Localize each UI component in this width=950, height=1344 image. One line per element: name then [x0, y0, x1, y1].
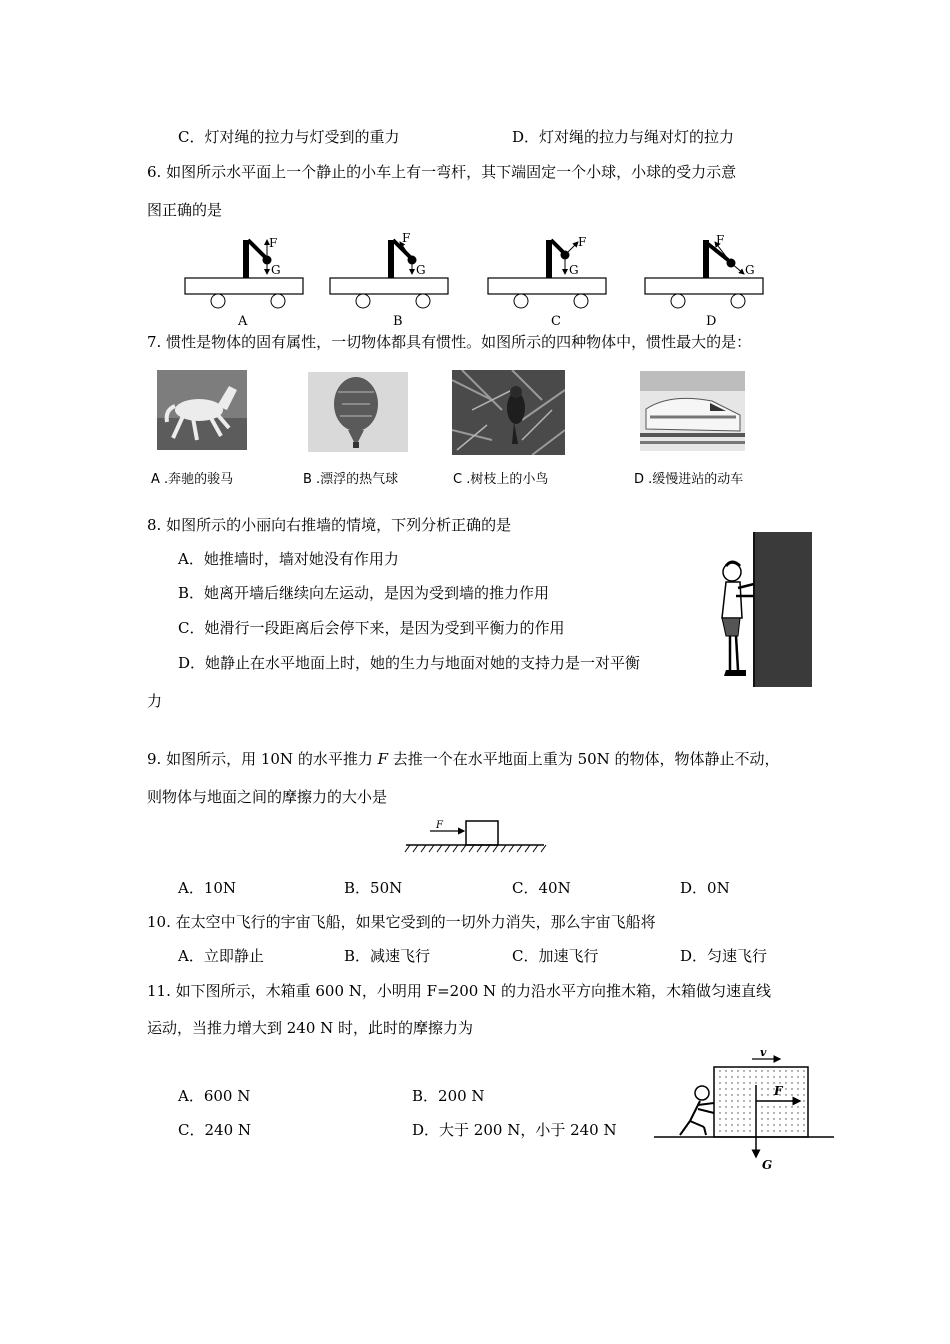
q11-option-c: C．240 N: [178, 1121, 252, 1139]
q9-option-c: C．40N: [512, 879, 571, 897]
girl-pushing-wall-figure: [716, 530, 816, 690]
q9-force-symbol: F: [377, 750, 389, 768]
q7-caption-a: A .奔驰的骏马: [151, 472, 234, 487]
q10-stem: 10. 在太空中飞行的宇宙飞船，如果它受到的一切外力消失，那么宇宙飞船将: [147, 913, 656, 931]
q10-option-a: A．立即静止: [178, 947, 264, 965]
q9-option-b: B．50N: [344, 879, 403, 897]
q7-caption-b: B .漂浮的热气球: [303, 472, 399, 487]
force-g-label: G: [416, 263, 426, 277]
q11-option-b: B．200 N: [412, 1087, 485, 1105]
q10-option-d: D．匀速飞行: [680, 947, 768, 965]
q11-stem-line1: 11. 如下图所示，木箱重 600 N，小明用 F=200 N 的力沿水平方向推木箱，木箱做匀速直线: [147, 982, 771, 1000]
horse-image: [157, 370, 247, 450]
q10-option-c: C．加速飞行: [512, 947, 599, 965]
q6-figure: [180, 230, 780, 330]
force-g-label: G: [271, 263, 281, 277]
force-g-label: G: [745, 263, 755, 277]
cart-b: [330, 231, 448, 329]
q9-text-b: 去推一个在水平地面上重为 50N 的物体，物体静止不动，: [388, 750, 780, 768]
q7-caption-c: C .树枝上的小鸟: [453, 472, 549, 487]
q8-option-d: D．她静止在水平地面上时，她的生力与地面对她的支持力是一对平衡: [178, 654, 641, 672]
q11-option-d: D．大于 200 N，小于 240 N: [412, 1121, 617, 1139]
q9-fig-force-label: F: [436, 820, 443, 831]
q11-stem-line2: 运动，当推力增大到 240 N 时，此时的摩擦力为: [147, 1019, 474, 1037]
q8-option-c: C．她滑行一段距离后会停下来，是因为受到平衡力的作用: [178, 619, 565, 637]
q9-stem-line1: [147, 748, 780, 769]
cart-d: [645, 233, 763, 329]
q5-option-d: D．灯对绳的拉力与绳对灯的拉力: [512, 128, 735, 146]
q11-option-a: A．600 N: [178, 1087, 251, 1105]
cart-a-label: A: [238, 314, 248, 329]
force-f-label: F: [716, 233, 725, 247]
cart-c-label: C: [551, 314, 561, 329]
hot-air-balloon-image: [308, 372, 408, 452]
force-g-label: G: [569, 263, 579, 277]
q8-option-d-continued: 力: [147, 692, 163, 710]
q9-text-a: 9. 如图所示，用 10N 的水平推力: [147, 750, 378, 768]
q6-stem-line2: 图正确的是: [147, 201, 223, 219]
q9-option-d: D．0N: [680, 879, 730, 897]
q9-stem-line2: 则物体与地面之间的摩擦力的大小是: [147, 788, 388, 806]
q9-block-figure: [402, 815, 548, 855]
force-f-label: F: [402, 231, 411, 245]
force-f-label: F: [578, 235, 587, 249]
cart-d-label: D: [706, 314, 717, 329]
q11-velocity-label: v: [760, 1046, 767, 1059]
q9-option-a: A．10N: [178, 879, 237, 897]
bullet-train-image: [640, 371, 745, 451]
cart-c: [488, 235, 606, 329]
q11-gravity-label: G: [762, 1158, 773, 1172]
cart-b-label: B: [393, 314, 403, 329]
q6-stem-line1: 6. 如图所示水平面上一个静止的小车上有一弯杆，其下端固定一个小球，小球的受力示意: [147, 163, 737, 181]
bird-on-branch-image: [452, 370, 565, 455]
q10-option-b: B．减速飞行: [344, 947, 431, 965]
q11-force-label: F: [774, 1084, 783, 1098]
q8-option-a: A．她推墙时，墙对她没有作用力: [178, 550, 399, 568]
q5-option-c: C．灯对绳的拉力与灯受到的重力: [178, 128, 400, 146]
q7-stem: 7. 惯性是物体的固有属性，一切物体都具有惯性。如图所示的四种物体中，惯性最大的是：: [147, 333, 752, 351]
q7-caption-d: D .缓慢进站的动车: [634, 472, 744, 487]
q8-option-b: B．她离开墙后继续向左运动，是因为受到墙的推力作用: [178, 584, 550, 602]
force-f-label: F: [269, 236, 278, 250]
q8-stem: 8. 如图所示的小丽向右推墙的情境，下列分析正确的是: [147, 516, 512, 534]
q11-crate-figure: [652, 1045, 836, 1177]
cart-a: [185, 236, 303, 329]
